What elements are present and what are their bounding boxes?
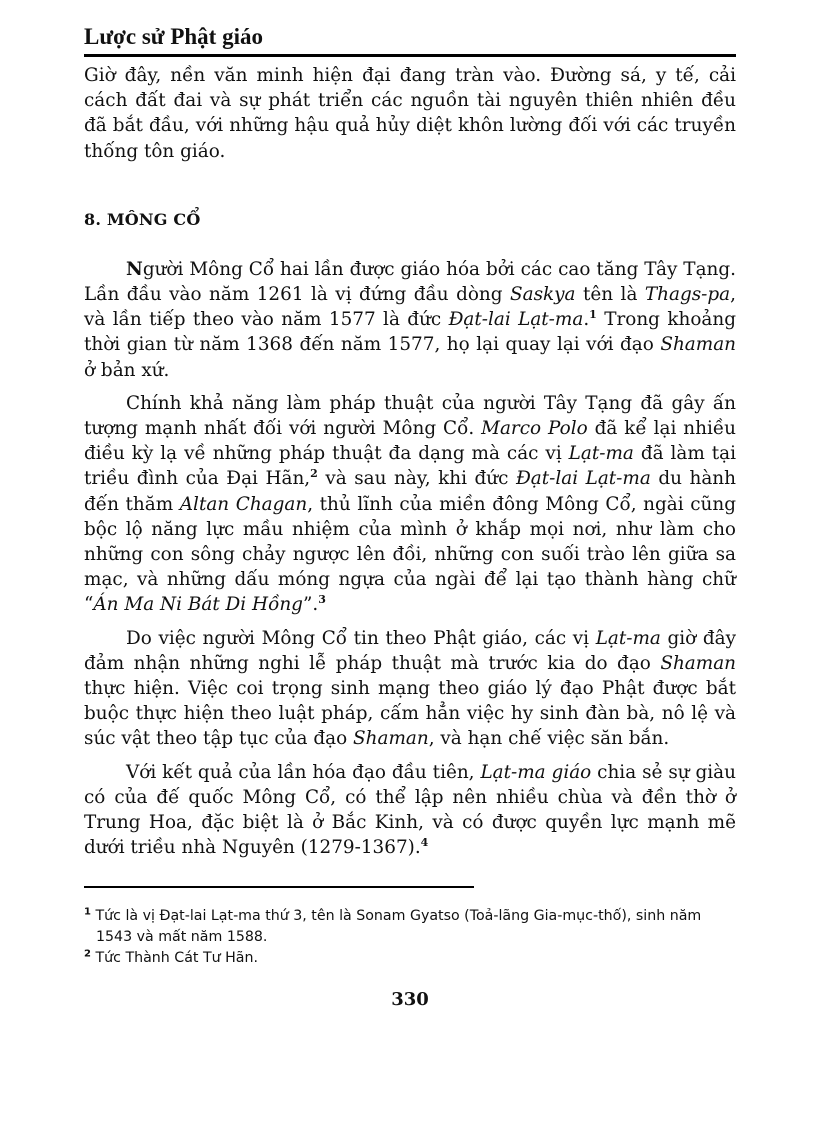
text-run: gười Mông Cổ hai lần được giáo hóa bởi các cao tăng Tây Tạng. Lần đầu vào năm 1261 là vị đứng đầu dòng [84, 258, 736, 306]
italic-term: Altan Chagan [179, 493, 308, 515]
text-run: đã làm tại triều đình của Đại Hãn, [84, 443, 736, 490]
footnote-ref-3[interactable]: 3 [318, 593, 326, 607]
text-run: du hành đến thăm [84, 468, 736, 515]
footnote-text: Tức Thành Cát Tư Hãn. [95, 950, 259, 967]
dropcap: N [126, 258, 143, 280]
italic-term: Đạt-lai Lạt-ma [448, 309, 584, 331]
text-run: Chính khả năng làm pháp thuật của người Tây Tạng đã gây ấn tượng mạnh nhất đối với người Mông Cổ. [84, 392, 736, 440]
text-run: . [583, 309, 590, 331]
text-run: giờ đây đảm nhận những nghi lễ pháp thuật mà trước kia do đạo [84, 627, 737, 674]
text-run: , thủ lĩnh của miền đông Mông Cổ, ngài cũng bộc lộ năng lực mầu nhiệm của mình ở khắp mọi nơi, như làm cho những con sông chảy ngược lên đồi, những con suối trào lên giữa sa mạc, và những dấu móng ngựa của ngài để lại tạo thành hàng chữ “ [84, 493, 737, 616]
section-title: 8. MÔNG CỔ [84, 209, 201, 229]
text-run: Trong khoảng thời gian từ năm 1368 đến năm 1577, họ lại quay lại với đạo [84, 309, 736, 356]
paragraph-3 [84, 626, 736, 752]
italic-term: Shaman [660, 652, 736, 674]
text-run: , và lần tiếp theo vào năm 1577 là đức [84, 284, 736, 331]
text-run: , và hạn chế việc săn bắn. [428, 728, 670, 750]
italic-term: Thags-pa [644, 284, 731, 306]
footnote-number: 1 [84, 906, 91, 918]
footnote-rule [84, 886, 474, 888]
text-run: ở bản xứ. [84, 359, 170, 381]
footnote-ref-2[interactable]: 2 [310, 467, 318, 481]
page-number: 330 [391, 989, 429, 1011]
text-run: Với kết quả của lần hóa đạo đầu tiên, [126, 761, 481, 783]
italic-term: Marco Polo [481, 418, 588, 440]
paragraph-4 [84, 760, 736, 861]
footnote-ref-1[interactable]: 1 [589, 308, 597, 322]
footnote-1 [84, 906, 736, 948]
italic-term: Saskya [510, 284, 576, 306]
text-run: thực hiện. Việc coi trọng sinh mạng theo giáo lý đạo Phật được bắt buộc thực hiện theo luật pháp, cấm hẳn việc hy sinh đàn bà, nô lệ và súc vật theo tập tục của đạo [84, 678, 736, 750]
header-rule [84, 54, 736, 57]
italic-term: Lạt-ma giáo [480, 761, 592, 783]
italic-term: Lạt-ma [568, 443, 634, 465]
italic-term: Shaman [353, 728, 429, 750]
italic-term: Đạt-lai Lạt-ma [515, 468, 651, 490]
text-run: chia sẻ sự giàu có của đế quốc Mông Cổ, có thể lập nên nhiều chùa và đền thờ ở Trung Hoa, đặc biệt là ở Bắc Kinh, và có được quyền lực mạnh mẽ dưới triều nhà Nguyên (1279-1367). [84, 761, 736, 859]
footnote-ref-4[interactable]: 4 [420, 836, 429, 850]
footnote-text: Tức là vị Đạt-lai Lạt-ma thứ 3, tên là Sonam Gyatso (Toả-lãng Gia-mục-thố), sinh năm 1543 và mất năm 1588. [95, 908, 702, 946]
text-run: đã kể lại nhiều điều kỳ lạ về những pháp thuật đa dạng mà các vị [84, 418, 737, 465]
paragraph-2 [84, 391, 736, 618]
footnote-number: 2 [84, 948, 91, 960]
text-run: và sau này, khi đức [317, 468, 516, 490]
book-page [84, 20, 736, 1010]
paragraph-1 [84, 257, 736, 383]
italic-term: Lạt-ma [595, 627, 661, 649]
text-run: ”. [302, 594, 319, 616]
footnote-2 [84, 948, 736, 969]
intro-paragraph: Giờ đây, nền văn minh hiện đại đang tràn vào. Đường sá, y tế, cải cách đất đai và sự phát triển các nguồn tài nguyên thiên nhiên đều đã bắt đầu, với những hậu quả hủy diệt khôn lường đối với các truyền thống tôn giáo. [84, 65, 736, 162]
text-run: tên là [575, 284, 645, 306]
text-run: Do việc người Mông Cổ tin theo Phật giáo, các vị [126, 627, 596, 649]
italic-term: Án Ma Ni Bát Di Hồng [93, 594, 303, 616]
italic-term: Shaman [660, 334, 736, 356]
running-head: Lược sử Phật giáo [84, 24, 263, 49]
